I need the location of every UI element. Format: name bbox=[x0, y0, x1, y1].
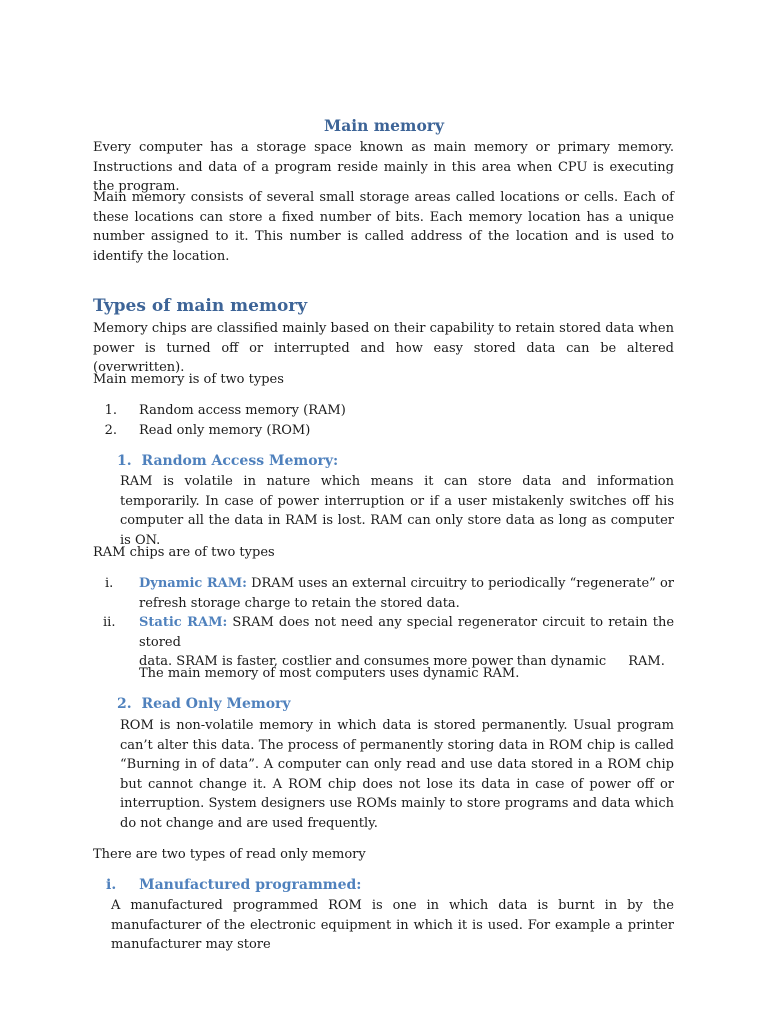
list-item: 2. Read only memory (ROM) bbox=[104, 422, 311, 438]
memory-types-list bbox=[93, 401, 346, 440]
types-heading: Types of main memory bbox=[93, 296, 308, 316]
dram-item: i. Dynamic RAM: DRAM uses an external circuitry to periodically “regenerate” or refresh storage charge to retain the stored data. bbox=[105, 576, 674, 611]
locations-paragraph: Main memory consists of several small storage areas called locations or cells. Each of these locations can store a fixed number of bits. Each memory location has a unique number assigned to it. This number is called address of the location and is used to identify the location. bbox=[93, 190, 674, 264]
intro-paragraph: Every computer has a storage space known as main memory or primary memory. Instructions and data of a program reside mainly in this area when CPU is executing the program. bbox=[93, 140, 674, 194]
rom-heading: 2. Read Only Memory bbox=[117, 696, 291, 712]
dram-label: Dynamic RAM bbox=[139, 576, 243, 591]
manufactured-heading: i. Manufactured programmed: bbox=[106, 877, 362, 893]
sram-label: Static RAM bbox=[139, 615, 223, 630]
rom-types-paragraph: There are two types of read only memory bbox=[93, 847, 366, 862]
ram-body: RAM is volatile in nature which means it can store data and information temporarily. In case of power interruption or if a user mistakenly switches off his computer all the data in RAM is lost. RAM can only store data as long as computer is ON. bbox=[120, 474, 674, 548]
ram-chips-paragraph: RAM chips are of two types bbox=[93, 545, 275, 560]
rom-body: ROM is non-volatile memory in which data is stored permanently. Usual program can’t alter this data. The process of permanently storing data in ROM chip is called “Burning in of data”. A computer can only read and use data stored in a ROM chip but cannot change it. A ROM chip does not lose its data in case of power off or interruption. System designers use ROMs mainly to store programs and data which do not change and are used frequently. bbox=[120, 718, 674, 831]
manufactured-body: A manufactured programmed ROM is one in which data is burnt in by the manufacturer of the electronic equipment in which it is used. For example a printer manufacturer may store bbox=[111, 898, 674, 952]
dynamic-ram-note: The main memory of most computers uses dynamic RAM. bbox=[139, 666, 520, 681]
list-item: 1. Random access memory (RAM) bbox=[104, 403, 346, 418]
classified-paragraph: Memory chips are classified mainly based on their capability to retain stored data when power is turned off or interrupted and how easy stored data can be altered (overwritten). bbox=[93, 321, 674, 375]
page-title: Main memory bbox=[324, 116, 444, 135]
ram-heading: 1. Random Access Memory: bbox=[117, 453, 339, 469]
sram-item: ii. Static RAM: SRAM does not need any special regenerator circuit to retain the stored data. SRAM is faster, costlier and consumes more power than dynamic RAM. bbox=[103, 615, 675, 669]
two-types-paragraph: Main memory is of two types bbox=[93, 372, 284, 387]
